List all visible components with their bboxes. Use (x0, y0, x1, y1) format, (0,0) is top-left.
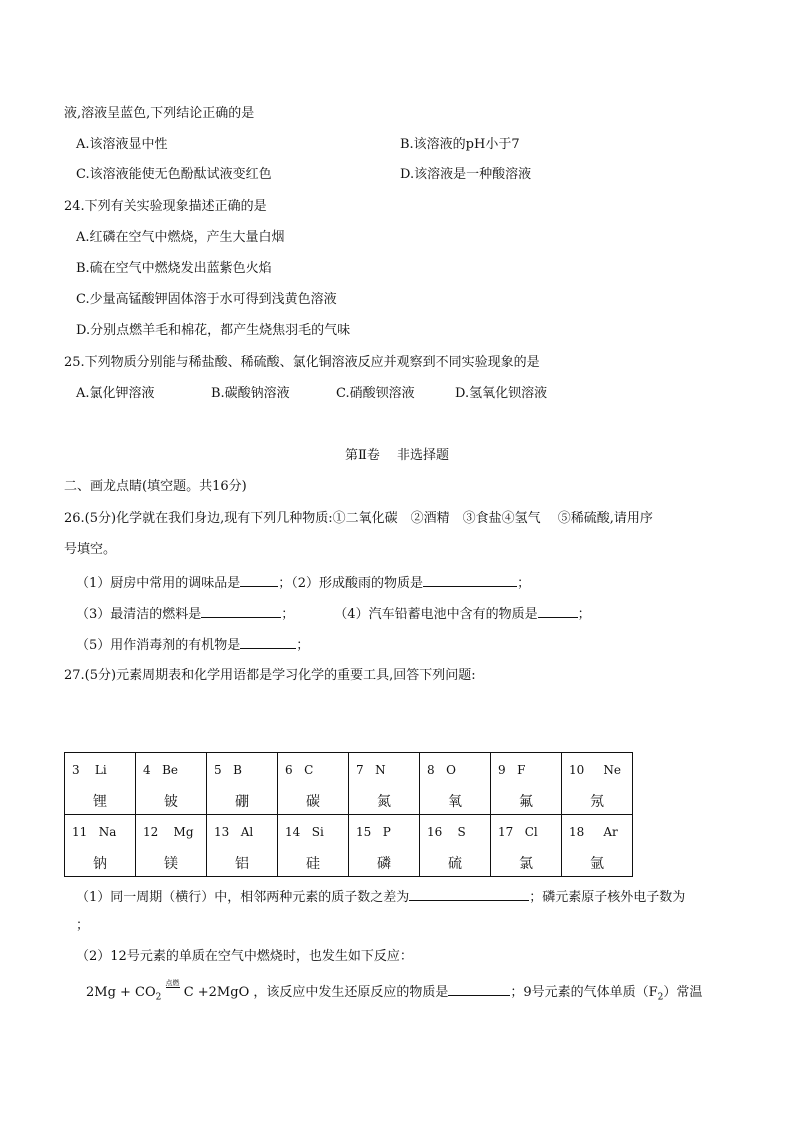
element-cell (562, 753, 633, 815)
element-name: 氧 (448, 794, 462, 810)
element-cell (207, 815, 278, 877)
q26-sub4-label: （4）汽车铅蓄电池中含有的物质是 (334, 607, 538, 622)
element-name: 硼 (235, 794, 249, 810)
element-number-symbol: 6 C (285, 763, 314, 777)
element-name: 磷 (377, 856, 391, 872)
q26-row2 (76, 604, 591, 624)
q25-option-b: B.碳酸钠溶液 (211, 386, 290, 401)
q26-sub3-label: （3）最清洁的燃料是 (76, 607, 202, 622)
q23-option-b: B.该溶液的pH小于7 (400, 137, 520, 152)
q27-sub2-tail: ；9号元素的气体单质$(F_2)$常温 (510, 985, 703, 1003)
element-cell (491, 753, 562, 815)
q23-option-d: D.该溶液是一种酸溶液 (400, 167, 532, 182)
element-cell (420, 753, 491, 815)
element-number-symbol: 18 Ar (569, 825, 618, 839)
element-name: 氯 (519, 856, 533, 872)
element-cell (207, 753, 278, 815)
reaction-condition: 点燃 (165, 979, 180, 987)
element-number-symbol: 3 Li (72, 763, 107, 777)
q27-blank-2[interactable] (448, 982, 510, 996)
element-cell (136, 815, 207, 877)
periodic-row-2 (65, 753, 633, 815)
element-number-symbol: 13 Al (214, 825, 254, 839)
element-cell (349, 815, 420, 877)
element-number-symbol: 5 B (214, 763, 242, 777)
q24-option-a: A.红磷在空气中燃烧，产生大量白烟 (76, 230, 285, 245)
q26-sub1-label: （1）厨房中常用的调味品是 (76, 576, 241, 591)
element-name: 氮 (377, 794, 391, 810)
element-number-symbol: 8 O (427, 763, 456, 777)
element-cell (562, 815, 633, 877)
q26-blank-1[interactable] (240, 573, 278, 587)
element-cell (65, 753, 136, 815)
q26-blank-2[interactable] (423, 573, 517, 587)
element-cell (278, 815, 349, 877)
q27-sub1-text-b: ；磷元素原子核外电子数为 (529, 890, 686, 905)
element-name: 硅 (306, 856, 320, 872)
element-cell (420, 815, 491, 877)
periodic-row-3 (65, 815, 633, 877)
element-number-symbol: 17 Cl (498, 825, 538, 839)
q26-sub2-label: ；（2）形成酸雨的物质是 (278, 576, 424, 591)
element-number-symbol: 10 Ne (569, 763, 621, 777)
element-cell (491, 815, 562, 877)
q23-stem-tail: 液,溶液呈蓝色,下列结论正确的是 (64, 106, 255, 121)
q25-option-a: A.氯化钾溶液 (76, 386, 155, 401)
q26-blank-3[interactable] (201, 604, 281, 618)
q26-row1 (76, 573, 530, 593)
element-number-symbol: 15 P (356, 825, 391, 839)
element-name: 氖 (590, 794, 604, 810)
element-name: 氩 (590, 856, 604, 872)
q26-sep: ； (281, 607, 295, 622)
element-name: 硫 (448, 856, 462, 872)
q27-sub1 (76, 887, 685, 907)
element-name: 铍 (164, 794, 178, 810)
q25-option-d: D.氢氧化钡溶液 (455, 386, 548, 401)
q26-blank-5[interactable] (240, 635, 296, 649)
q24-option-b: B.硫在空气中燃烧发出蓝紫色火焰 (76, 261, 272, 276)
q27-sub1-text-a: （1）同一周期（横行）中，相邻两种元素的质子数之差为 (76, 890, 410, 905)
equation-right: C +2MgO ，该反应中发生还原反应的物质是 (183, 985, 449, 1000)
q25-stem: 25.下列物质分别能与稀盐酸、稀硫酸、氯化铜溶液反应并观察到不同实验现象的是 (64, 355, 540, 370)
q27-sub2: （2）12号元素的单质在空气中燃烧时，也发生如下反应： (76, 949, 413, 964)
q23-option-a: A.该溶液显中性 (76, 137, 168, 152)
q26-blank-4[interactable] (538, 604, 578, 618)
element-name: 锂 (93, 794, 107, 810)
q26-sub5-label: （5）用作消毒剂的有机物是 (76, 638, 241, 653)
part2-title: 第Ⅱ卷 非选择题 (345, 448, 449, 463)
section2-heading: 二、画龙点睛(填空题。共16分) (64, 479, 247, 494)
q26-sep: ； (296, 638, 310, 653)
element-number-symbol: 16 S (427, 825, 466, 839)
q27-equation-line (86, 979, 703, 1007)
q24-stem: 24.下列有关实验现象描述正确的是 (64, 199, 267, 214)
q26-stem-line2: 号填空。 (64, 542, 117, 557)
periodic-table (64, 752, 633, 877)
q26-sep: ； (517, 576, 531, 591)
element-number-symbol: 12 Mg (143, 825, 194, 839)
q26-sep: ； (577, 607, 591, 622)
element-cell (278, 753, 349, 815)
q27-blank-1[interactable] (409, 887, 529, 901)
element-name: 碳 (306, 794, 320, 810)
element-name: 氟 (519, 794, 533, 810)
q25-option-c: C.硝酸钡溶液 (336, 386, 415, 401)
element-cell (349, 753, 420, 815)
q23-option-c: C.该溶液能使无色酚酞试液变红色 (76, 167, 272, 182)
equation-left: $2Mg + CO_2$ (86, 985, 162, 1003)
q26-stem-line1: 26.(5分)化学就在我们身边,现有下列几种物质:①二氧化碳 ②酒精 ③食盐④氢气 ⑤稀硫酸,请用序 (64, 511, 653, 526)
q24-option-d: D.分别点燃羊毛和棉花，都产生烧焦羽毛的气味 (76, 323, 351, 338)
element-cell (65, 815, 136, 877)
element-cell (136, 753, 207, 815)
element-number-symbol: 4 Be (143, 763, 179, 777)
element-name: 镁 (164, 856, 178, 872)
q27-stem: 27.(5分)元素周期表和化学用语都是学习化学的重要工具,回答下列问题: (64, 668, 476, 683)
element-name: 铝 (235, 856, 249, 872)
q24-option-c: C.少量高锰酸钾固体溶于水可得到浅黄色溶液 (76, 292, 337, 307)
element-number-symbol: 11 Na (72, 825, 117, 839)
element-number-symbol: 7 N (356, 763, 386, 777)
q27-sub1-end: ； (76, 918, 90, 933)
q26-row3 (76, 635, 309, 655)
element-number-symbol: 9 F (498, 763, 526, 777)
element-name: 钠 (93, 856, 107, 872)
element-number-symbol: 14 Si (285, 825, 324, 839)
